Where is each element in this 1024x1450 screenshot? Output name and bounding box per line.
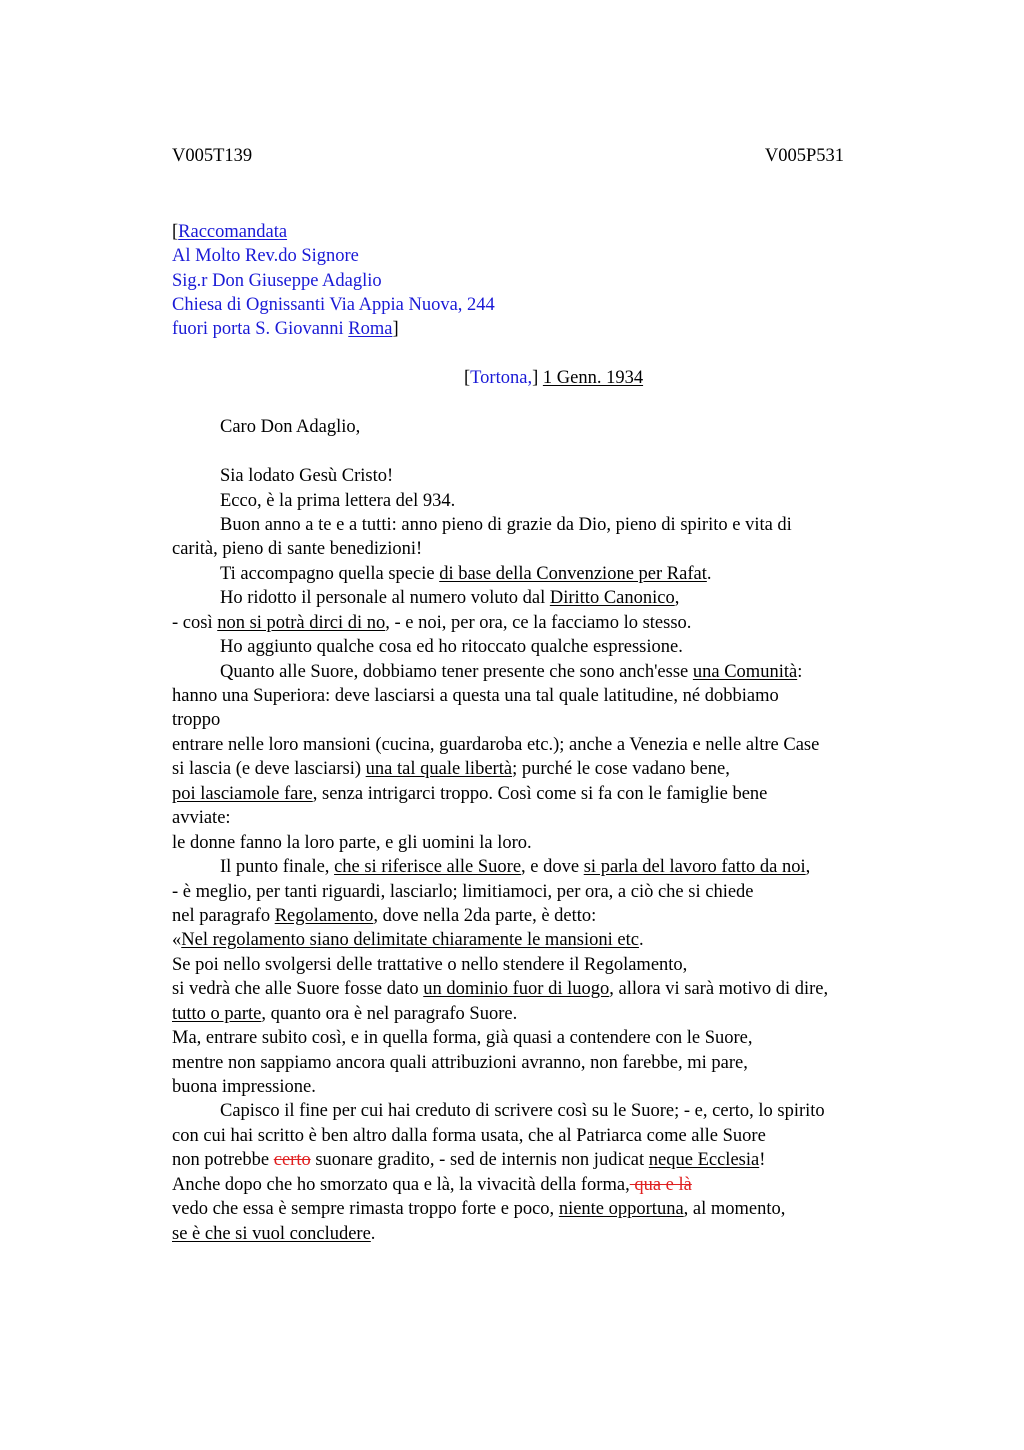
salutation: Caro Don Adaglio, (220, 417, 361, 437)
body-line: Capisco il fine per cui hai creduto di scrivere così su le Suore; - e, certo, lo spirito (220, 1101, 825, 1121)
deleted-text: qua e là (629, 1175, 692, 1195)
code-right: V005P531 (764, 146, 844, 166)
body-line: non potrebbe certo suonare gradito, - sed de internis non judicat neque Ecclesia! (172, 1150, 766, 1170)
dateline: [Tortona,] 1 Genn. 1934 (464, 368, 644, 388)
address-line-4: Chiesa di Ognissanti Via Appia Nuova, 244 (172, 295, 495, 315)
address-line-2: Al Molto Rev.do Signore (172, 246, 359, 266)
body-line: mentre non sappiamo ancora quali attribuzioni avranno, non farebbe, mi pare, (172, 1053, 748, 1073)
body-line: hanno una Superiora: deve lasciarsi a questa una tal quale latitudine, né dobbiamo (172, 686, 779, 706)
body-line: «Nel regolamento siano delimitate chiaramente le mansioni etc. (172, 930, 644, 950)
body-line: - è meglio, per tanti riguardi, lasciarlo; limitiamoci, per ora, a ciò che si chiede (172, 882, 754, 902)
body-line: Buon anno a te e a tutti: anno pieno di grazie da Dio, pieno di spirito e vita di (220, 515, 792, 535)
body-line: si lascia (e deve lasciarsi) una tal quale libertà; purché le cose vadano bene, (172, 759, 730, 779)
body-line: Ho aggiunto qualche cosa ed ho ritoccato qualche espressione. (220, 637, 683, 657)
body-line: Ho ridotto il personale al numero voluto dal Diritto Canonico, (220, 588, 680, 608)
body-line: buona impressione. (172, 1077, 316, 1097)
body-line: vedo che essa è sempre rimasta troppo forte e poco, niente opportuna, al momento, (172, 1199, 786, 1219)
body-line: Ma, entrare subito così, e in quella forma, già quasi a contendere con le Suore, (172, 1028, 753, 1048)
body-line: Quanto alle Suore, dobbiamo tener presente che sono anch'esse una Comunità: (220, 662, 803, 682)
document-codes (172, 146, 844, 170)
body-line: Sia lodato Gesù Cristo! (220, 466, 394, 486)
deleted-text: certo (273, 1150, 311, 1170)
body-line: troppo (172, 710, 221, 730)
body-line: avviate: (172, 808, 231, 828)
address-line-3: Sig.r Don Giuseppe Adaglio (172, 271, 382, 291)
address-line-1: [Raccomandata (172, 222, 288, 242)
body-line: Ecco, è la prima lettera del 934. (220, 491, 456, 511)
address-line-5: fuori porta S. Giovanni Roma] (172, 319, 399, 339)
body-line: - così non si potrà dirci di no, - e noi, per ora, ce la facciamo lo stesso. (172, 613, 692, 633)
body-line: Anche dopo che ho smorzato qua e là, la vivacità della forma, qua e là (172, 1175, 692, 1195)
body-line: le donne fanno la loro parte, e gli uomini la loro. (172, 833, 532, 853)
body-line: se è che si vuol concludere. (172, 1224, 376, 1244)
body-line: poi lasciamole fare, senza intrigarci troppo. Così come si fa con le famiglie bene (172, 784, 768, 804)
body-line: nel paragrafo Regolamento, dove nella 2da parte, è detto: (172, 906, 597, 926)
body-line: entrare nelle loro mansioni (cucina, guardaroba etc.); anche a Venezia e nelle altre Case (172, 735, 820, 755)
body-line: Ti accompagno quella specie di base della Convenzione per Rafat. (220, 564, 712, 584)
body-line: carità, pieno di sante benedizioni! (172, 539, 423, 559)
body-line: Se poi nello svolgersi delle trattative o nello stendere il Regolamento, (172, 955, 688, 975)
code-left: V005T139 (172, 146, 253, 166)
body-line: si vedrà che alle Suore fosse dato un dominio fuor di luogo, allora vi sarà motivo di dire, (172, 979, 829, 999)
body-line: Il punto finale, che si riferisce alle Suore, e dove si parla del lavoro fatto da noi, (220, 857, 811, 877)
body-line: con cui hai scritto è ben altro dalla forma usata, che al Patriarca come alle Suore (172, 1126, 766, 1146)
body-line: tutto o parte, quanto ora è nel paragrafo Suore. (172, 1004, 518, 1024)
